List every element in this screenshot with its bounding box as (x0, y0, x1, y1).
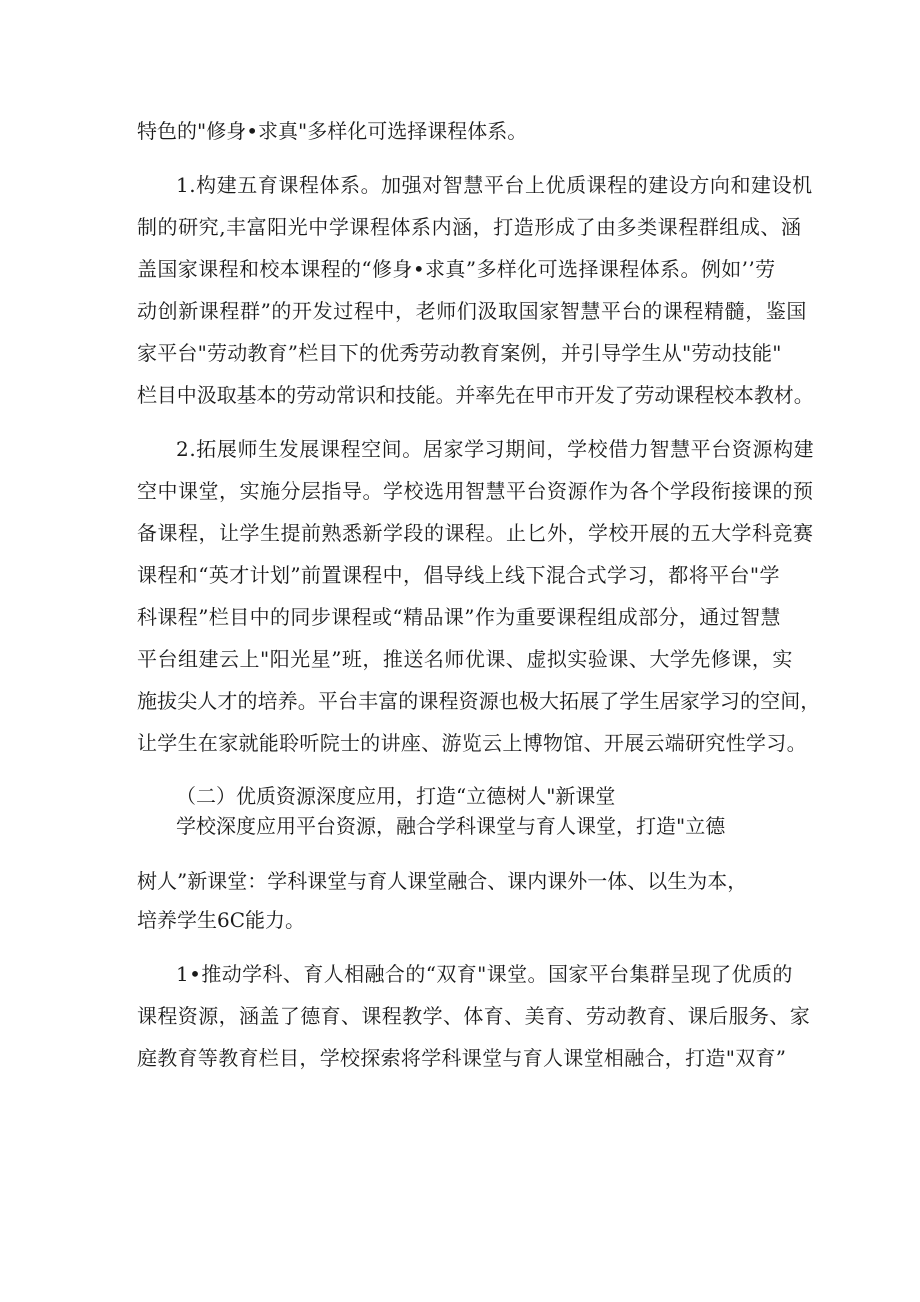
text-line: 施拔尖人才的培养。平台丰富的课程资源也极大拓展了学生居家学习的空间， (137, 689, 821, 713)
text-line: 备课程，让学生提前熟悉新学段的课程。止匕外，学校开展的五大学科竞赛 (137, 521, 814, 545)
text-line: 盖国家课程和校本课程的“修身•求真”多样化可选择课程体系。例如’’劳 (137, 257, 776, 281)
text-line: 2.拓展师生发展课程空间。居家学习期间，学校借力智慧平台资源构建 (176, 437, 815, 461)
text-line: 科课程”栏目中的同步课程或“精品课”作为重要课程组成部分，通过智慧 (137, 605, 781, 629)
text-line: 1.构建五育课程体系。加强对智慧平台上优质课程的建设方向和建设机 (176, 173, 813, 197)
text-line: 让学生在家就能聆听院士的讲座、游览云上博物馆、开展云端研究性学习。 (137, 731, 807, 755)
text-line: 平台组建云上"阳光星”班，推送名师优课、虚拟实验课、大学先修课，实 (137, 647, 793, 671)
text-line: 课程和“英才计划”前置课程中，倡导线上线下混合式学习，都将平台"学 (137, 563, 780, 587)
text-line: 制的研究,丰富阳光中学课程体系内涵，打造形成了由多类课程群组成、涵 (137, 215, 802, 239)
text-line: 动创新课程群”的开发过程中，老师们汲取国家智慧平台的课程精髓，鉴国 (137, 299, 808, 323)
text-line: 1•推动学科、育人相融合的“双育"课堂。国家平台集群呈现了优质的 (176, 962, 793, 986)
text-line: 课程资源，涵盖了德育、课程教学、体育、美育、劳动教育、课后服务、家 (137, 1004, 811, 1028)
text-line: 空中课堂，实施分层指导。学校选用智慧平台资源作为各个学段衔接课的预 (137, 479, 814, 503)
text-line: 特色的"修身•求真"多样化可选择课程体系。 (137, 119, 528, 143)
text-line: 栏目中汲取基本的劳动常识和技能。并率先在甲市开发了劳动课程校本教材。 (137, 383, 814, 407)
text-line: 庭教育等教育栏目，学校探索将学科课堂与育人课堂相融合，打造"双育” (137, 1046, 787, 1070)
text-line: 培养学生6C能力。 (137, 908, 306, 932)
text-line: 家平台"劳动教育”栏目下的优秀劳动教育案例，并引导学生从"劳动技能" (137, 341, 782, 365)
text-line: 学校深度应用平台资源，融合学科课堂与育人课堂，打造"立德 (176, 814, 726, 838)
section-heading: （二）优质资源深度应用，打造“立德树人"新课堂 (176, 784, 616, 808)
text-line: 树人”新课堂：学科课堂与育人课堂融合、课内课外一体、以生为本， (137, 869, 748, 893)
